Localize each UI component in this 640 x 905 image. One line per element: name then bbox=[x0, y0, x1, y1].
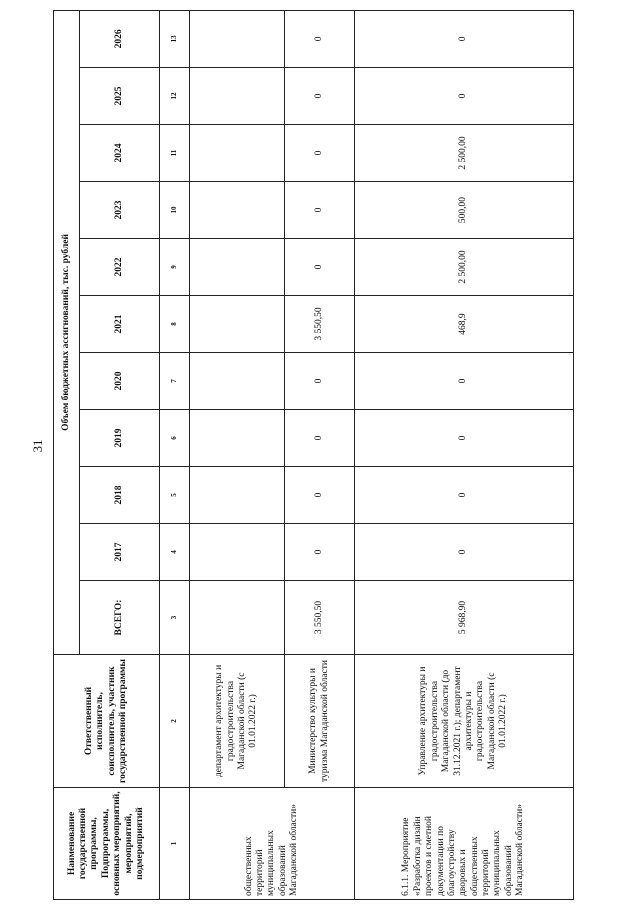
column-number: 5 bbox=[160, 467, 190, 524]
column-number: 6 bbox=[160, 410, 190, 467]
header-year: 2025 bbox=[80, 68, 160, 125]
row-value-cell: 0 bbox=[285, 353, 355, 410]
column-number: 2 bbox=[160, 655, 190, 788]
row-value-cell bbox=[190, 68, 285, 125]
row-value-cell: 2 500,00 bbox=[355, 239, 574, 296]
header-year: 2022 bbox=[80, 239, 160, 296]
row-value-cell: 0 bbox=[285, 239, 355, 296]
row-value-cell: 0 bbox=[355, 467, 574, 524]
row-total-cell: 5 968,90 bbox=[355, 581, 574, 655]
header-year: 2017 bbox=[80, 524, 160, 581]
page-number: 31 bbox=[30, 439, 45, 453]
column-number: 11 bbox=[160, 125, 190, 182]
header-year: 2024 bbox=[80, 125, 160, 182]
table-row bbox=[285, 10, 355, 899]
header-name: Наименование государственной программы, Подпрограммы, основных мероприятий, мероприятий, подмероприятий bbox=[54, 788, 160, 900]
column-number: 9 bbox=[160, 239, 190, 296]
row-value-cell: 0 bbox=[355, 10, 574, 67]
row-value-cell bbox=[190, 467, 285, 524]
row-value-cell bbox=[190, 239, 285, 296]
table-row bbox=[355, 10, 574, 899]
row-name-cell: общественных территорий муниципальных образований Магаданской области» bbox=[190, 788, 355, 900]
row-value-cell: 0 bbox=[355, 68, 574, 125]
header-year: 2021 bbox=[80, 296, 160, 353]
row-executor-cell: Министерство культуры и туризма Магаданской области bbox=[285, 655, 355, 788]
column-number: 4 bbox=[160, 524, 190, 581]
document-table-canvas bbox=[53, 13, 573, 900]
row-value-cell: 0 bbox=[285, 410, 355, 467]
row-total-cell: 3 550,50 bbox=[285, 581, 355, 655]
budget-table bbox=[53, 10, 574, 900]
table-row bbox=[190, 10, 285, 899]
header-year: 2023 bbox=[80, 182, 160, 239]
column-number-row bbox=[160, 10, 190, 899]
row-executor-cell: Управление архитектуры и градостроительства Магаданской области (до 31.12.2021 г.); департамент архитектуры и градостроительства Магаданской области (с 01.01.2022 г.) bbox=[355, 655, 574, 788]
header-year: 2026 bbox=[80, 10, 160, 67]
row-value-cell: 0 bbox=[285, 182, 355, 239]
row-value-cell: 0 bbox=[285, 467, 355, 524]
row-value-cell bbox=[190, 182, 285, 239]
row-value-cell: 2 500,00 bbox=[355, 125, 574, 182]
header-executor: Ответственный исполнитель, соисполнитель, участник государственной программы bbox=[54, 655, 160, 788]
row-value-cell: 468,9 bbox=[355, 296, 574, 353]
column-number: 3 bbox=[160, 581, 190, 655]
column-number: 1 bbox=[160, 788, 190, 900]
row-value-cell bbox=[190, 524, 285, 581]
row-value-cell: 0 bbox=[285, 68, 355, 125]
row-value-cell: 0 bbox=[285, 524, 355, 581]
column-number: 7 bbox=[160, 353, 190, 410]
row-value-cell: 3 550,50 bbox=[285, 296, 355, 353]
row-value-cell: 0 bbox=[285, 10, 355, 67]
row-value-cell: 0 bbox=[355, 353, 574, 410]
row-value-cell: 500,00 bbox=[355, 182, 574, 239]
row-name-cell: 6.1.1. Мероприятие «Разработка дизайн проектов и сметной документации по благоустройству дворовых и общественных территорий муниципальных образований Магаданской области» bbox=[355, 788, 574, 900]
row-value-cell: 0 bbox=[355, 410, 574, 467]
header-year: 2018 bbox=[80, 467, 160, 524]
row-value-cell: 0 bbox=[285, 125, 355, 182]
row-value-cell bbox=[190, 353, 285, 410]
column-number: 8 bbox=[160, 296, 190, 353]
row-value-cell bbox=[190, 10, 285, 67]
row-value-cell bbox=[190, 410, 285, 467]
header-budget-group: Объем бюджетных ассигнований, тыс. рублей bbox=[54, 10, 80, 654]
row-executor-cell: департамент архитектуры и градостроительства Магаданской области (с 01.01.2022 г.) bbox=[190, 655, 285, 788]
column-number: 13 bbox=[160, 10, 190, 67]
row-value-cell bbox=[190, 125, 285, 182]
column-number: 10 bbox=[160, 182, 190, 239]
row-total-cell bbox=[190, 581, 285, 655]
column-number: 12 bbox=[160, 68, 190, 125]
header-year: 2019 bbox=[80, 410, 160, 467]
header-total: ВСЕГО: bbox=[80, 581, 160, 655]
row-value-cell bbox=[190, 296, 285, 353]
row-value-cell: 0 bbox=[355, 524, 574, 581]
header-year: 2020 bbox=[80, 353, 160, 410]
